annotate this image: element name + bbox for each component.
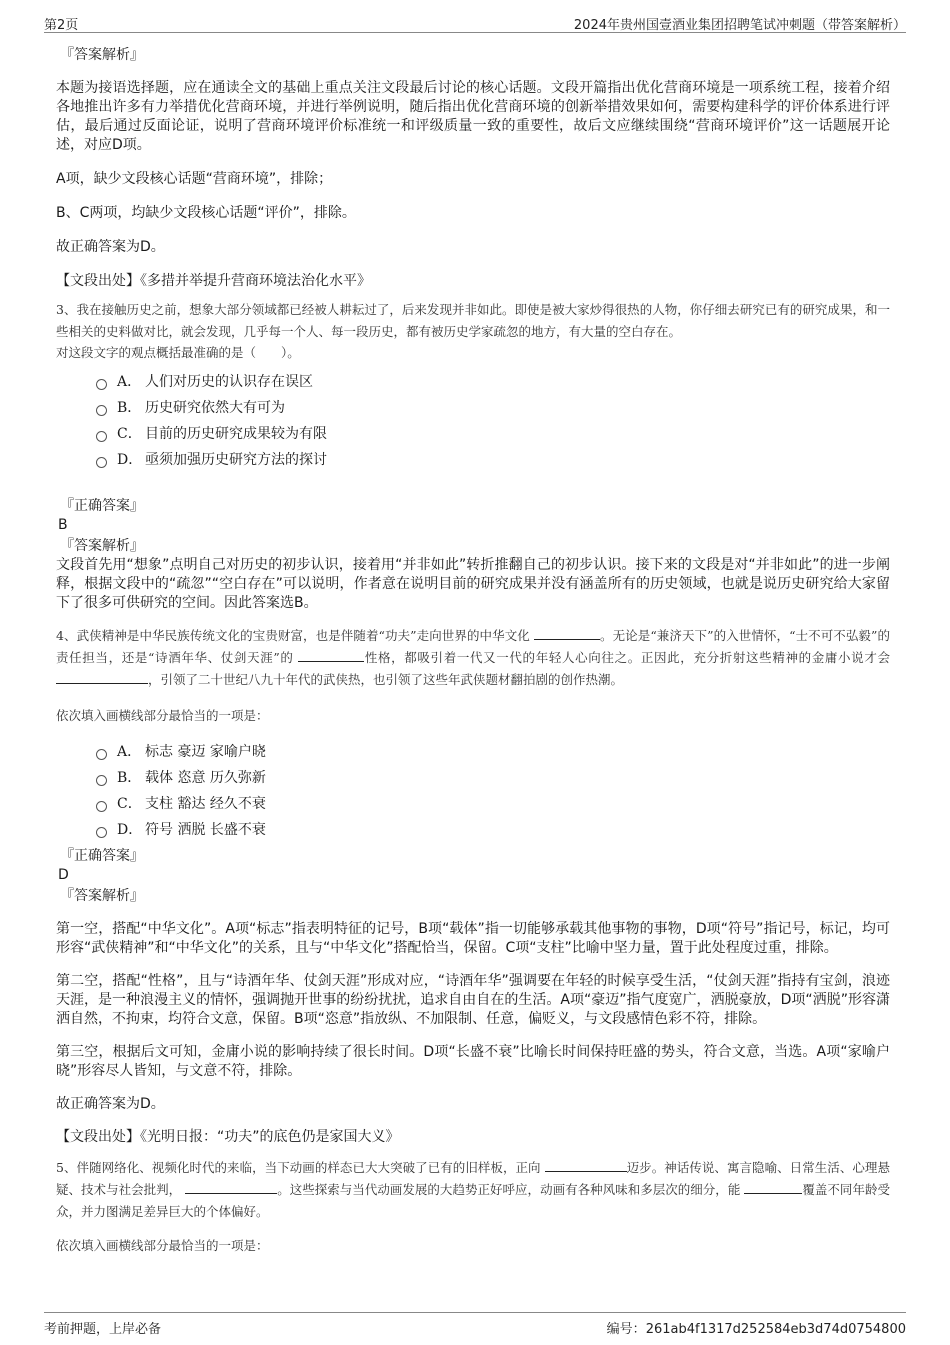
option-a[interactable]: A． 标志 豪迈 家喻户晓 (96, 739, 890, 765)
fill-blank (56, 670, 148, 684)
option-c[interactable]: C． 目前的历史研究成果较为有限 (96, 421, 890, 447)
fill-blank (744, 1180, 802, 1194)
q2-analysis-section (56, 46, 890, 291)
analysis-paragraph: 第三空，根据后文可知，金庸小说的影响持续了很长时间。D项“长盛不衰”比喻长时间保持旺盛的势头，符合文意，当选。A项“家喻户晓”形容尽人皆知，与文意不符，排除。 (56, 1044, 890, 1079)
radio-icon[interactable] (96, 405, 107, 416)
correct-answer: D (58, 867, 69, 883)
fill-blank (298, 648, 364, 662)
option-c[interactable]: C． 支柱 豁达 经久不衰 (96, 791, 890, 817)
document-code: 编号：261ab4f1317d252584eb3d74d0754800 (606, 1322, 906, 1337)
fill-blank (545, 1158, 627, 1172)
question-stem: 5、伴随网络化、视频化时代的来临，当下动画的样态已大大突破了已有的旧样板，正向 迈步。神话传说、寓言隐喻、日常生活、心理悬疑、技术与社会批判， 。这些探索与当代动画发展的大趋势正好呼应，动画有各种风味和多层次的细分，能 覆盖不同年龄受众，并力图满足差异巨大的个体偏好。 (56, 1160, 890, 1219)
document-title: 2024年贵州国壹酒业集团招聘笔试冲刺题（带答案解析） (573, 18, 906, 33)
option-d[interactable]: D． 亟须加强历史研究方法的探讨 (96, 447, 890, 473)
analysis-paragraph: A项，缺少文段核心话题“营商环境”，排除； (56, 171, 333, 187)
fill-blank (534, 626, 600, 640)
radio-icon[interactable] (96, 379, 107, 390)
radio-icon[interactable] (96, 431, 107, 442)
radio-icon[interactable] (96, 749, 107, 760)
option-list (56, 739, 890, 843)
question-prompt: 依次填入画横线部分最恰当的一项是： (56, 708, 269, 723)
page-header (44, 12, 906, 33)
option-b[interactable]: B． 载体 恣意 历久弥新 (96, 765, 890, 791)
radio-icon[interactable] (96, 827, 107, 838)
question-stem: 3、我在接触历史之前，想象大部分领域都已经被人耕耘过了，后来发现并非如此。即使是被大家炒得很热的人物，你仔细去研究已有的研究成果，和一些相关的史料做对比，就会发现，几乎每一个人、每一段历史，都有被历史学家疏忽的地方，有大量的空白存在。 (56, 302, 890, 339)
analysis-label: 『答案解析』 (60, 47, 144, 63)
option-list (56, 369, 890, 473)
fill-blank (185, 1180, 277, 1194)
page-number: 第2页 (44, 18, 79, 33)
option-d[interactable]: D． 符号 洒脱 长盛不衰 (96, 817, 890, 843)
analysis-paragraph: 第二空，搭配“性格”，且与“诗酒年华、仗剑天涯”形成对应，“诗酒年华”强调要在年轻的时候享受生活，“仗剑天涯”指持有宝剑，浪迹天涯，是一种浪漫主义的情怀，强调抛开世事的纷纷扰扰，追求自由自在的生活。A项“豪迈”指气度宽广，洒脱豪放，D项“洒脱”形容潇洒自然，不拘束，均符合文意，保留。B项“恣意”指放纵、不加限制、任意，偏贬义，与文段感情色彩不符，排除。 (56, 973, 890, 1027)
analysis-label: 『答案解析』 (60, 538, 144, 554)
analysis-paragraph: 本题为接语选择题，应在通读全文的基础上重点关注文段最后讨论的核心话题。文段开篇指出优化营商环境是一项系统工程，接着介绍各地推出许多有力举措优化营商环境，并进行举例说明，随后指出优化营商环境的创新举措效果如何，需要构建科学的评价体系进行评估，最后通过反面论证，说明了营商环境评价标准统一和评级质量一致的重要性，故后文应继续围绕“营商环境评价”这一话题展开论述，对应D项。 (56, 80, 890, 153)
analysis-paragraph: 故正确答案为D。 (56, 1096, 165, 1112)
analysis-label: 『答案解析』 (60, 888, 144, 904)
analysis-paragraph: 第一空，搭配“中华文化”。A项“标志”指表明特征的记号，B项“载体”指一切能够承载其他事物的事物，D项“符号”指记号，标记，均可形容“武侠精神”和“中华文化”的关系，且与“中华文化”搭配恰当，保留。C项“支柱”比喻中坚力量，置于此处程度过重，排除。 (56, 921, 890, 956)
source-line: 【文段出处】《多措并举提升营商环境法治化水平》 (56, 273, 371, 289)
analysis-paragraph: 文段首先用“想象”点明自己对历史的初步认识，接着用“并非如此”转折推翻自己的初步认识。接下来的文段是对“并非如此”的进一步阐释，根据文段中的“疏忽”“空白存在”可以说明，作者意在说明目前的研究成果并没有涵盖所有的历史领域，也就是说历史研究给大家留下了很多可供研究的空间。因此答案选B。 (56, 557, 890, 611)
analysis-paragraph: B、C两项，均缺少文段核心话题“评价”，排除。 (56, 205, 356, 221)
source-line: 【文段出处】《光明日报：“功夫”的底色仍是家国大义》 (56, 1129, 400, 1145)
correct-answer: B (58, 517, 68, 533)
question-prompt: 对这段文字的观点概括最准确的是（ ）。 (56, 345, 300, 360)
page-footer (44, 1312, 906, 1337)
question-prompt: 依次填入画横线部分最恰当的一项是： (56, 1238, 269, 1253)
correct-answer-label: 『正确答案』 (60, 498, 144, 514)
radio-icon[interactable] (96, 457, 107, 468)
radio-icon[interactable] (96, 775, 107, 786)
option-b[interactable]: B． 历史研究依然大有可为 (96, 395, 890, 421)
document-body (56, 46, 890, 1257)
option-a[interactable]: A． 人们对历史的认识存在误区 (96, 369, 890, 395)
radio-icon[interactable] (96, 801, 107, 812)
question-4 (56, 625, 890, 1147)
question-3 (56, 299, 890, 613)
correct-answer-label: 『正确答案』 (60, 848, 144, 864)
question-stem: 4、武侠精神是中华民族传统文化的宝贵财富，也是伴随着“功夫”走向世界的中华文化 。无论是“兼济天下”的入世情怀，“士不可不弘毅”的责任担当，还是“诗酒年华、仗剑天涯”的 性格，都吸引着一代又一代的年轻人心向往之。正因此，充分折射这些精神的金庸小说才会 ，引领了二十世纪八九十年代的武侠热，也引领了这些年武侠题材翻拍剧的创作热潮。 (56, 628, 890, 687)
analysis-paragraph: 故正确答案为D。 (56, 239, 165, 255)
footer-slogan: 考前押题，上岸必备 (44, 1322, 162, 1337)
question-5 (56, 1157, 890, 1257)
